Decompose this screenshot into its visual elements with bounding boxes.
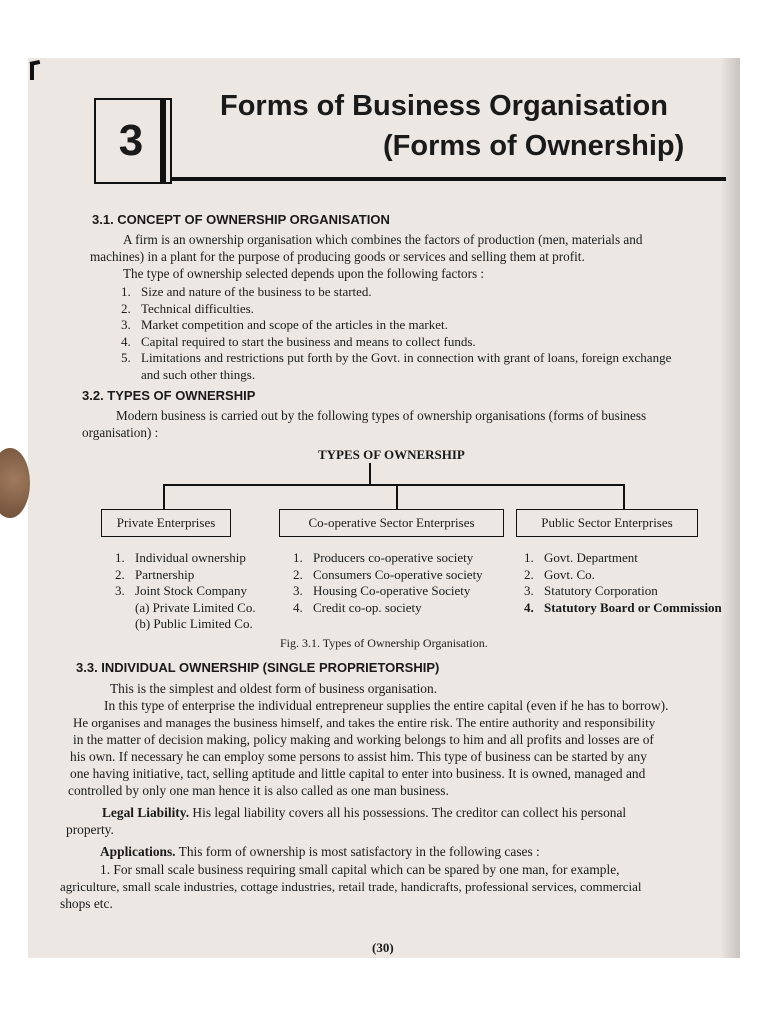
- list-item: 2. Govt. Co.: [524, 566, 595, 582]
- paragraph-line: property.: [66, 822, 114, 837]
- paragraph-line: He organises and manages the business himself, and takes the entire risk. The entire authority and responsibility: [73, 715, 656, 730]
- list-item: 1. Individual ownership: [115, 550, 246, 565]
- paragraph-line: his own. If necessary he can employ some persons to assist him. This type of business can be started by any: [70, 749, 647, 764]
- list-item: 3. Joint Stock Company: [115, 583, 247, 598]
- chapter-title: Forms of Business Organisation: [220, 90, 668, 122]
- connector-line: [623, 484, 625, 510]
- list-item: 3. Statutory Corporation: [524, 583, 658, 598]
- paragraph-line: In this type of enterprise the individual entrepreneur supplies the entire capital (even if he has to borrow).: [104, 698, 669, 713]
- page-edge-shadow: [722, 58, 740, 958]
- list-item: 5. Limitations and restrictions put forth by the Govt. in connection with grant of loans, foreign exchange: [121, 350, 672, 365]
- list-item: 3. Housing Co-operative Society: [293, 583, 471, 598]
- list-item: 1. Producers co-operative society: [293, 550, 474, 565]
- connector-line: [163, 484, 625, 486]
- chapter-subtitle: (Forms of Ownership): [383, 130, 685, 162]
- list-item: 1. Govt. Department: [524, 550, 638, 565]
- list-item: 4. Capital required to start the business and means to collect funds.: [121, 333, 476, 349]
- section-heading-3-1: 3.1. CONCEPT OF OWNERSHIP ORGANISATION: [92, 212, 390, 227]
- paragraph-line: controlled by only one man hence it is also called as one man business.: [68, 783, 449, 798]
- public-list: [524, 550, 722, 616]
- box-private-enterprises: Private Enterprises: [101, 509, 231, 537]
- cooperative-list: [293, 550, 483, 616]
- box-cooperative-enterprises: Co-operative Sector Enterprises: [279, 509, 504, 537]
- applications-line: [100, 844, 540, 860]
- legal-liability-label: Legal Liability.: [102, 805, 190, 820]
- paragraph-line: one having initiative, tact, selling aptitude and little capital to enter into business. It is owned, managed and: [70, 766, 646, 781]
- connector-line: [369, 463, 371, 485]
- paragraph-line: Modern business is carried out by the following types of ownership organisations (forms of business: [116, 408, 647, 423]
- book-page: [28, 58, 740, 958]
- paragraph-line: organisation) :: [82, 425, 159, 440]
- connector-line: [163, 484, 165, 510]
- paragraph-line: in the matter of decision making, policy making and working belongs to him and all profits and losses are of: [73, 732, 654, 747]
- list-item: 2. Partnership: [115, 566, 195, 582]
- list-item: 2. Consumers Co-operative society: [293, 566, 483, 582]
- list-item: (a) Private Limited Co.: [135, 599, 256, 615]
- chapter-box-bar: [160, 98, 166, 184]
- legal-liability-text: His legal liability covers all his possessions. The creditor can collect his personal: [192, 805, 627, 820]
- list-item: (b) Public Limited Co.: [135, 616, 253, 631]
- chapter-number-box: [94, 98, 172, 184]
- legal-liability-line: [102, 805, 626, 821]
- list-item: 3. Market competition and scope of the articles in the market.: [121, 317, 448, 332]
- paragraph-line: A firm is an ownership organisation which combines the factors of production (men, materials and: [123, 232, 643, 247]
- thumb-photo-artifact: [0, 448, 30, 518]
- paragraph-line: shops etc.: [60, 896, 113, 911]
- title-rule: [172, 177, 726, 181]
- private-list: [115, 550, 256, 633]
- list-item: 4. Credit co-op. society: [293, 599, 422, 615]
- list-item: 2. Technical difficulties.: [121, 300, 254, 316]
- connector-line: [396, 484, 398, 510]
- paragraph-line: 1. For small scale business requiring small capital which can be spared by one man, for example,: [100, 862, 620, 877]
- figure-caption: Fig. 3.1. Types of Ownership Organisation.: [280, 636, 488, 650]
- list-item-continuation: and such other things.: [141, 366, 256, 382]
- page-number: (30): [372, 940, 394, 955]
- list-item: 1. Size and nature of the business to be started.: [121, 284, 372, 299]
- section-heading-3-2: 3.2. TYPES OF OWNERSHIP: [82, 388, 256, 403]
- applications-text: This form of ownership is most satisfactory in the following cases :: [178, 844, 540, 859]
- paragraph-line: This is the simplest and oldest form of business organisation.: [110, 681, 438, 696]
- factors-list: [121, 284, 671, 383]
- paragraph-line: agriculture, small scale industries, cottage industries, retail trade, handicrafts, professional services, commercial: [60, 879, 642, 894]
- list-item: 4. Statutory Board or Commission: [524, 599, 722, 615]
- paragraph-line: The type of ownership selected depends upon the following factors :: [123, 266, 485, 281]
- paragraph-line: machines) in a plant for the purpose of producing goods or services and selling them at profit.: [90, 249, 585, 264]
- applications-label: Applications.: [100, 844, 176, 859]
- box-public-sector-enterprises: Public Sector Enterprises: [516, 509, 698, 537]
- chapter-number: 3: [118, 116, 144, 165]
- diagram-title: TYPES OF OWNERSHIP: [318, 447, 465, 462]
- section-heading-3-3: 3.3. INDIVIDUAL OWNERSHIP (SINGLE PROPRIETORSHIP): [76, 660, 440, 675]
